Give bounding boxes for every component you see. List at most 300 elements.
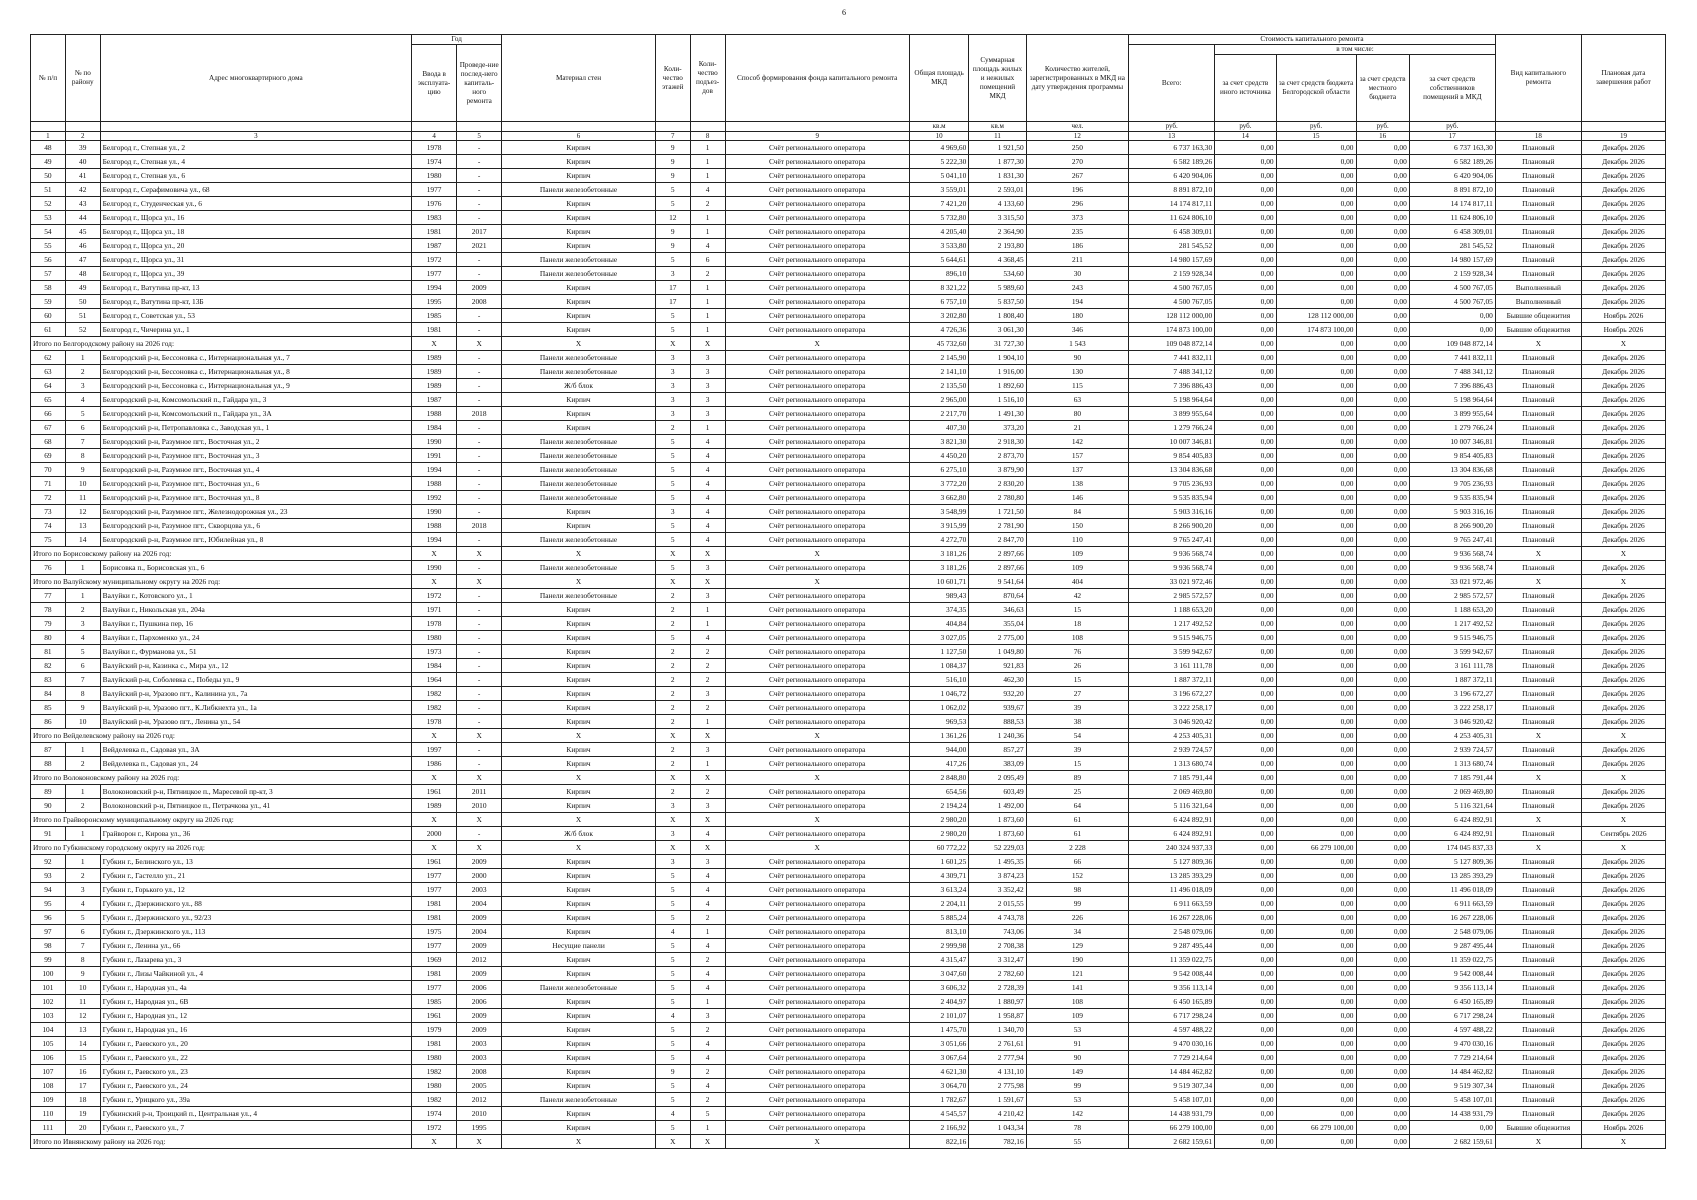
table-cell: 1978	[412, 715, 457, 729]
table-cell: 0,00	[1356, 435, 1409, 449]
table-cell: Кирпич	[502, 505, 656, 519]
table-cell: 1972	[412, 253, 457, 267]
table-cell: 14 980 157,69	[1409, 253, 1495, 267]
column-number-cell: 9	[725, 132, 909, 141]
table-cell: 49	[31, 155, 66, 169]
table-cell: 3 222 258,17	[1129, 701, 1215, 715]
table-cell: Декабрь 2026	[1581, 701, 1665, 715]
table-cell: 0,00	[1215, 561, 1276, 575]
table-cell: 9 535 835,94	[1409, 491, 1495, 505]
table-cell: 9 765 247,41	[1129, 533, 1215, 547]
table-cell: 1978	[412, 617, 457, 631]
table-cell: 11 496 018,09	[1409, 883, 1495, 897]
table-cell: Кирпич	[502, 1065, 656, 1079]
table-cell: 3 202,80	[909, 309, 968, 323]
table-cell: Губкин г., Дзержинского ул., 88	[100, 897, 411, 911]
table-cell: 1964	[412, 673, 457, 687]
table-cell: 9 542 008,44	[1409, 967, 1495, 981]
table-cell: 6 911 663,59	[1129, 897, 1215, 911]
table-cell: Губкин г., Белинского ул., 13	[100, 855, 411, 869]
table-cell: 99	[1026, 1079, 1128, 1093]
table-cell: -	[457, 323, 502, 337]
table-cell: 0,00	[1356, 1051, 1409, 1065]
table-cell: 70	[31, 463, 66, 477]
table-cell: Декабрь 2026	[1581, 995, 1665, 1009]
header-cost-group: Стоимость капитального ремонта	[1129, 35, 1496, 45]
unit-cell	[1581, 122, 1665, 132]
table-cell: 813,10	[909, 925, 968, 939]
table-cell: 0,00	[1356, 561, 1409, 575]
table-cell: 4	[65, 897, 100, 911]
table-cell: 3 533,80	[909, 239, 968, 253]
table-cell: 5	[65, 407, 100, 421]
subtotal-cell: 6 424 892,91	[1409, 813, 1495, 827]
table-cell: Плановый	[1495, 1051, 1581, 1065]
table-cell: 46	[65, 239, 100, 253]
table-cell: Кирпич	[502, 169, 656, 183]
subtotal-cell: 2 682 159,61	[1409, 1135, 1495, 1149]
table-cell: Панели железобетонные	[502, 533, 656, 547]
table-cell: 0,00	[1356, 267, 1409, 281]
table-cell: Бывшие общежития	[1495, 1121, 1581, 1135]
table-cell: 3 312,47	[969, 953, 1026, 967]
table-cell: 0,00	[1356, 939, 1409, 953]
table-cell: 15	[1026, 603, 1128, 617]
table-cell: 2	[655, 701, 690, 715]
table-cell: Белгород г., Ватутина пр-кт, 13Б	[100, 295, 411, 309]
table-cell: 9 705 236,93	[1409, 477, 1495, 491]
table-cell: -	[457, 309, 502, 323]
table-cell: 142	[1026, 1107, 1128, 1121]
table-cell: Плановый	[1495, 141, 1581, 155]
subtotal-cell: X	[457, 729, 502, 743]
table-cell: 0,00	[1356, 1107, 1409, 1121]
table-cell: Декабрь 2026	[1581, 365, 1665, 379]
table-cell: 2	[690, 701, 725, 715]
table-cell: 0,00	[1215, 645, 1276, 659]
subtotal-cell: 2 095,49	[969, 771, 1026, 785]
table-cell: 4	[655, 1107, 690, 1121]
table-cell: Счёт регионального оператора	[725, 393, 909, 407]
table-cell: 0,00	[1215, 351, 1276, 365]
subtotal-cell: X	[1495, 547, 1581, 561]
table-cell: 0,00	[1356, 953, 1409, 967]
table-cell: 150	[1026, 519, 1128, 533]
table-cell: 5	[655, 953, 690, 967]
table-cell: 0,00	[1215, 617, 1276, 631]
table-cell: Плановый	[1495, 225, 1581, 239]
subtotal-cell: 0,00	[1215, 337, 1276, 351]
table-cell: 296	[1026, 197, 1128, 211]
table-cell: Счёт регионального оператора	[725, 253, 909, 267]
table-cell: 74	[31, 519, 66, 533]
table-cell: 39	[65, 141, 100, 155]
table-cell: 1981	[412, 897, 457, 911]
table-cell: 0,00	[1215, 1023, 1276, 1037]
table-cell: 3 051,66	[909, 1037, 968, 1051]
table-cell: 15	[1026, 757, 1128, 771]
subtotal-cell: 0,00	[1215, 729, 1276, 743]
table-cell: 1990	[412, 505, 457, 519]
table-cell: 2006	[457, 995, 502, 1009]
table-cell: 12	[65, 505, 100, 519]
table-cell: 0,00	[1215, 421, 1276, 435]
table-cell: 0,00	[1276, 561, 1356, 575]
table-cell: Губкин г., Раевского ул., 24	[100, 1079, 411, 1093]
table-cell: 0,00	[1276, 1009, 1356, 1023]
subtotal-cell: X	[412, 575, 457, 589]
table-cell: Губкин г., Лазарева ул., 3	[100, 953, 411, 967]
table-cell: Счёт регионального оператора	[725, 505, 909, 519]
table-cell: Губкин г., Раевского ул., 20	[100, 1037, 411, 1051]
table-cell: 65	[31, 393, 66, 407]
table-cell: 52	[65, 323, 100, 337]
table-cell: 2010	[457, 799, 502, 813]
table-cell: 0,00	[1276, 421, 1356, 435]
table-cell: Плановый	[1495, 939, 1581, 953]
table-cell: -	[457, 449, 502, 463]
table-cell: 0,00	[1276, 407, 1356, 421]
table-cell: 0,00	[1276, 197, 1356, 211]
table-cell: Счёт регионального оператора	[725, 1093, 909, 1107]
table-cell: 3 161 111,78	[1129, 659, 1215, 673]
table-cell: 3	[655, 505, 690, 519]
table-cell: 5	[655, 1023, 690, 1037]
table-cell: Плановый	[1495, 827, 1581, 841]
table-cell: 1 892,60	[969, 379, 1026, 393]
table-cell: -	[457, 155, 502, 169]
subtotal-row	[31, 841, 1666, 855]
table-cell: Декабрь 2026	[1581, 1037, 1665, 1051]
subtotal-cell: 240 324 937,33	[1129, 841, 1215, 855]
table-cell: 1 887 372,11	[1409, 673, 1495, 687]
table-cell: Декабрь 2026	[1581, 897, 1665, 911]
table-cell: 5	[655, 869, 690, 883]
table-cell: 4 545,57	[909, 1107, 968, 1121]
table-cell: 0,00	[1215, 631, 1276, 645]
table-cell: 4 969,60	[909, 141, 968, 155]
table-cell: 5	[655, 1121, 690, 1135]
subtotal-cell: X	[655, 841, 690, 855]
table-cell: 5	[655, 463, 690, 477]
table-cell: Плановый	[1495, 533, 1581, 547]
unit-cell	[65, 122, 100, 132]
table-cell: -	[457, 603, 502, 617]
subtotal-cell: X	[457, 813, 502, 827]
table-cell: 78	[31, 603, 66, 617]
table-cell: 5	[655, 883, 690, 897]
table-cell: 0,00	[1276, 953, 1356, 967]
table-cell: 9	[65, 701, 100, 715]
table-cell: Плановый	[1495, 869, 1581, 883]
table-row	[31, 1051, 1666, 1065]
table-cell: Счёт регионального оператора	[725, 519, 909, 533]
table-cell: 3 046 920,42	[1129, 715, 1215, 729]
table-cell: 4 500 767,05	[1129, 281, 1215, 295]
table-cell: Кирпич	[502, 925, 656, 939]
table-cell: 1987	[412, 393, 457, 407]
table-cell: 5	[655, 561, 690, 575]
table-cell: 4 621,30	[909, 1065, 968, 1079]
table-cell: 3 879,90	[969, 463, 1026, 477]
table-cell: 2000	[412, 827, 457, 841]
table-cell: 1997	[412, 743, 457, 757]
table-cell: 3 662,80	[909, 491, 968, 505]
unit-cell	[502, 122, 656, 132]
table-cell: 11 496 018,09	[1129, 883, 1215, 897]
table-cell: 4	[690, 533, 725, 547]
table-cell: Плановый	[1495, 351, 1581, 365]
table-cell: 1982	[412, 1065, 457, 1079]
table-cell: 5	[655, 911, 690, 925]
table-cell: 1983	[412, 211, 457, 225]
subtotal-cell: X	[655, 729, 690, 743]
table-cell: Плановый	[1495, 1023, 1581, 1037]
table-cell: Счёт регионального оператора	[725, 1065, 909, 1079]
table-cell: Счёт регионального оператора	[725, 659, 909, 673]
table-cell: 1 916,00	[969, 365, 1026, 379]
table-cell: -	[457, 687, 502, 701]
table-cell: Декабрь 2026	[1581, 239, 1665, 253]
table-cell: Плановый	[1495, 477, 1581, 491]
subtotal-row	[31, 547, 1666, 561]
table-cell: 0,00	[1356, 169, 1409, 183]
table-cell: Декабрь 2026	[1581, 351, 1665, 365]
table-cell: 66	[1026, 855, 1128, 869]
subtotal-cell: 0,00	[1356, 575, 1409, 589]
table-cell: 2 873,70	[969, 449, 1026, 463]
table-cell: 2011	[457, 785, 502, 799]
table-cell: 3	[690, 799, 725, 813]
subtotal-cell: X	[725, 575, 909, 589]
table-cell: 4 131,10	[969, 1065, 1026, 1079]
table-cell: 2 159 928,34	[1409, 267, 1495, 281]
table-cell: 0,00	[1356, 1121, 1409, 1135]
table-cell: Белгород г., Серафимовича ул., 68	[100, 183, 411, 197]
table-cell: 101	[31, 981, 66, 995]
header-wall: Материал стен	[502, 35, 656, 122]
table-cell: 2 015,55	[969, 897, 1026, 911]
table-cell: 62	[31, 351, 66, 365]
subtotal-cell: 0,00	[1276, 337, 1356, 351]
table-cell: 1	[690, 211, 725, 225]
table-cell: 0,00	[1356, 799, 1409, 813]
table-cell: 20	[65, 1121, 100, 1135]
table-cell: 4	[690, 1079, 725, 1093]
subtotal-cell: X	[1581, 729, 1665, 743]
table-cell: 4 500 767,05	[1409, 281, 1495, 295]
table-cell: 0,00	[1276, 183, 1356, 197]
table-cell: 17	[65, 1079, 100, 1093]
table-cell: Счёт регионального оператора	[725, 757, 909, 771]
table-cell: Декабрь 2026	[1581, 1093, 1665, 1107]
table-cell: 1977	[412, 939, 457, 953]
table-cell: 2 194,24	[909, 799, 968, 813]
table-row	[31, 239, 1666, 253]
subtotal-cell: X	[457, 771, 502, 785]
table-cell: 64	[1026, 799, 1128, 813]
table-cell: 346,63	[969, 603, 1026, 617]
table-cell: 43	[65, 197, 100, 211]
table-cell: 5	[655, 1093, 690, 1107]
table-cell: 108	[31, 1079, 66, 1093]
table-cell: 4	[690, 477, 725, 491]
table-cell: 18	[65, 1093, 100, 1107]
table-cell: -	[457, 645, 502, 659]
table-cell: 5	[655, 183, 690, 197]
table-cell: 2 939 724,57	[1409, 743, 1495, 757]
header-year-group: Год	[412, 35, 502, 45]
table-cell: 4	[690, 967, 725, 981]
table-cell: Губкин г., Раевского ул., 22	[100, 1051, 411, 1065]
table-cell: 0,00	[1356, 533, 1409, 547]
table-cell: 0,00	[1356, 1037, 1409, 1051]
table-row	[31, 1037, 1666, 1051]
table-cell: 1	[65, 589, 100, 603]
table-cell: Белгород г., Ватутина пр-кт, 13	[100, 281, 411, 295]
table-cell: 80	[1026, 407, 1128, 421]
table-cell: 2012	[457, 1093, 502, 1107]
table-cell: 3	[690, 379, 725, 393]
table-cell: 2	[65, 869, 100, 883]
table-cell: 3 772,20	[909, 477, 968, 491]
subtotal-cell: 52 229,03	[969, 841, 1026, 855]
table-cell: 14 484 462,82	[1129, 1065, 1215, 1079]
table-cell: 98	[31, 939, 66, 953]
table-cell: -	[457, 631, 502, 645]
table-cell: 34	[1026, 925, 1128, 939]
table-cell: 6 911 663,59	[1409, 897, 1495, 911]
table-cell: 1990	[412, 435, 457, 449]
table-cell: 743,06	[969, 925, 1026, 939]
table-cell: 41	[65, 169, 100, 183]
column-number-cell: 3	[100, 132, 411, 141]
table-cell: 0,00	[1356, 365, 1409, 379]
table-cell: 5	[655, 449, 690, 463]
table-cell: 14 980 157,69	[1129, 253, 1215, 267]
table-cell: 3 899 955,64	[1129, 407, 1215, 421]
table-cell: 57	[31, 267, 66, 281]
table-cell: 4	[690, 1037, 725, 1051]
table-cell: Декабрь 2026	[1581, 1065, 1665, 1079]
table-cell: 4	[690, 491, 725, 505]
table-cell: 2003	[457, 1037, 502, 1051]
table-cell: 1969	[412, 953, 457, 967]
table-cell: Плановый	[1495, 911, 1581, 925]
table-cell: 39	[1026, 743, 1128, 757]
table-cell: 0,00	[1215, 1079, 1276, 1093]
table-cell: Счёт регионального оператора	[725, 799, 909, 813]
table-cell: 1985	[412, 309, 457, 323]
table-row	[31, 435, 1666, 449]
table-cell: 1 601,25	[909, 855, 968, 869]
table-cell: Декабрь 2026	[1581, 463, 1665, 477]
table-cell: 0,00	[1356, 967, 1409, 981]
table-cell: 42	[1026, 589, 1128, 603]
subtotal-label: Итого по Ивнянскому району на 2026 год:	[31, 1135, 412, 1149]
table-cell: Плановый	[1495, 519, 1581, 533]
table-cell: 0,00	[1356, 911, 1409, 925]
table-cell: 0,00	[1276, 869, 1356, 883]
subtotal-cell: 0,00	[1215, 547, 1276, 561]
table-cell: 2	[690, 953, 725, 967]
table-cell: Декабрь 2026	[1581, 939, 1665, 953]
table-cell: Валуйский р-н, Уразово пгт., Ленина ул., 54	[100, 715, 411, 729]
table-cell: Счёт регионального оператора	[725, 631, 909, 645]
subtotal-cell: 55	[1026, 1135, 1128, 1149]
table-cell: Губкин г., Дзержинского ул., 113	[100, 925, 411, 939]
subtotal-cell: X	[412, 547, 457, 561]
table-cell: 0,00	[1215, 393, 1276, 407]
table-cell: 10	[65, 715, 100, 729]
table-row	[31, 267, 1666, 281]
subtotal-cell: 9 936 568,74	[1409, 547, 1495, 561]
subtotal-cell: X	[1581, 1135, 1665, 1149]
table-cell: -	[457, 533, 502, 547]
table-cell: Волоконовский р-н, Пятницкое п., Маресевой пр-кт, 3	[100, 785, 411, 799]
table-cell: Кирпич	[502, 197, 656, 211]
table-cell: 0,00	[1215, 785, 1276, 799]
table-cell: 8 266 900,20	[1409, 519, 1495, 533]
table-cell: 417,26	[909, 757, 968, 771]
table-cell: 19	[65, 1107, 100, 1121]
table-cell: Плановый	[1495, 785, 1581, 799]
table-cell: 1973	[412, 645, 457, 659]
table-row	[31, 155, 1666, 169]
table-cell: Декабрь 2026	[1581, 519, 1665, 533]
table-cell: -	[457, 421, 502, 435]
subtotal-row	[31, 1135, 1666, 1149]
table-cell: 0,00	[1276, 603, 1356, 617]
table-cell: 1 046,72	[909, 687, 968, 701]
table-cell: 0,00	[1276, 1107, 1356, 1121]
table-cell: Плановый	[1495, 463, 1581, 477]
table-cell: -	[457, 743, 502, 757]
table-cell: 0,00	[1276, 799, 1356, 813]
table-cell: 6 458 309,01	[1129, 225, 1215, 239]
table-cell: 1	[690, 309, 725, 323]
table-cell: Кирпич	[502, 1079, 656, 1093]
table-cell: 1982	[412, 701, 457, 715]
table-cell: 50	[31, 169, 66, 183]
table-cell: 5 989,60	[969, 281, 1026, 295]
table-cell: 0,00	[1276, 911, 1356, 925]
subtotal-cell: X	[502, 575, 656, 589]
table-cell: Кирпич	[502, 967, 656, 981]
table-row	[31, 799, 1666, 813]
table-cell: 1982	[412, 687, 457, 701]
table-cell: 0,00	[1356, 449, 1409, 463]
table-cell: 9 287 495,44	[1409, 939, 1495, 953]
table-cell: Счёт регионального оператора	[725, 1009, 909, 1023]
table-cell: 14 174 817,11	[1409, 197, 1495, 211]
table-cell: 2 830,20	[969, 477, 1026, 491]
table-cell: 1981	[412, 967, 457, 981]
table-cell: Плановый	[1495, 883, 1581, 897]
table-header	[31, 35, 1666, 141]
table-cell: 0,00	[1356, 603, 1409, 617]
table-cell: 0,00	[1276, 757, 1356, 771]
table-cell: 0,00	[1276, 785, 1356, 799]
table-cell: 2	[690, 267, 725, 281]
subtotal-cell: 2 980,20	[909, 813, 968, 827]
table-cell: 0,00	[1215, 491, 1276, 505]
unit-cell	[412, 122, 457, 132]
table-cell: Счёт регионального оператора	[725, 435, 909, 449]
table-row	[31, 323, 1666, 337]
table-cell: 0,00	[1215, 407, 1276, 421]
table-cell: -	[457, 505, 502, 519]
